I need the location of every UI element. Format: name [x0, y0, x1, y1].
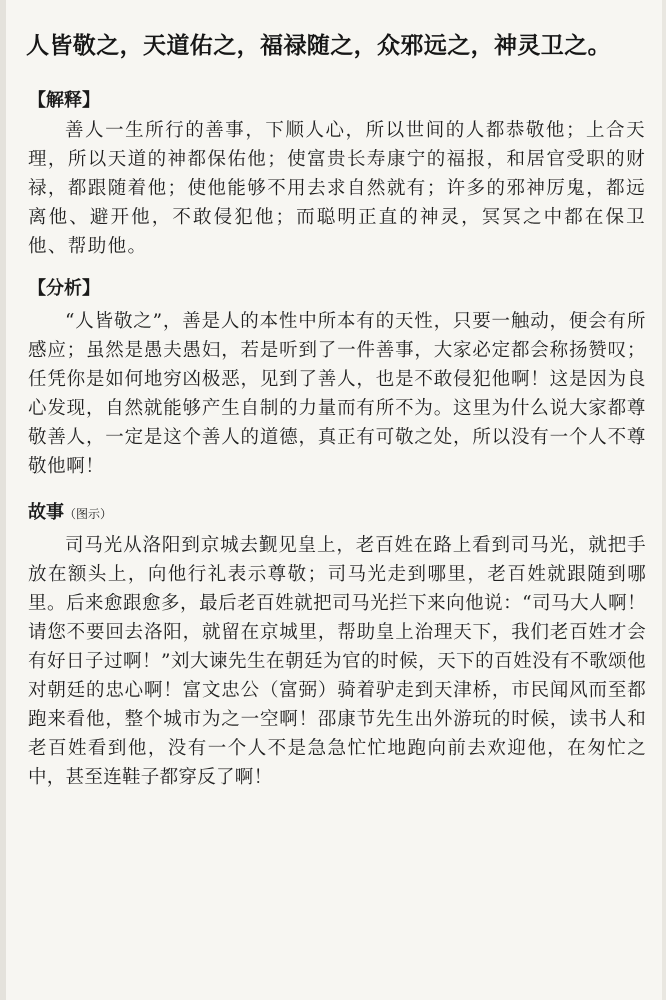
story-paragraph: 司马光从洛阳到京城去觐见皇上，老百姓在路上看到司马光，就把手放在额头上，向他行礼表示尊敬；司马光走到哪里，老百姓就跟随到哪里。后来愈跟愈多，最后老百姓就把司马光拦下来向他说：“司马大人啊！请您不要回去洛阳，就留在京城里，帮助皇上治理天下，我们老百姓才会有好日子过啊！”刘大谏先生在朝廷为官的时候，天下的百姓没有不歌颂他对朝廷的忠心啊！富文忠公（富弼）骑着驴走到天津桥，市民闻风而至都跑来看他，整个城市为之一空啊！邵康节先生出外游玩的时候，读书人和老百姓看到他，没有一个人不是急急忙忙地跑向前去欢迎他，在匆忙之中，甚至连鞋子都穿反了啊！: [28, 535, 646, 788]
page-edge-left: [0, 0, 6, 1000]
analysis-heading: 【分析】: [28, 278, 100, 299]
explanation-text: [28, 116, 646, 261]
story-heading: [28, 500, 112, 527]
story-text: [28, 531, 646, 792]
page-edge-right: [662, 0, 666, 1000]
explanation-paragraph: 善人一生所行的善事，下顺人心，所以世间的人都恭敬他；上合天理，所以天道的神都保佑他；使富贵长寿康宁的福报，和居官受职的财禄，都跟随着他；使他能够不用去求自然就有；许多的邪神厉鬼，都远离他、避开他，不敢侵犯他；而聪明正直的神灵，冥冥之中都在保卫他、帮助他。: [28, 120, 646, 257]
analysis-paragraph: “人皆敬之”，善是人的本性中所本有的天性，只要一触动，便会有所感应；虽然是愚夫愚妇，若是听到了一件善事，大家必定都会称扬赞叹；任凭你是如何地穷凶极恶，见到了善人，也是不敢侵犯他啊！这是因为良心发现，自然就能够产生自制的力量而有所不为。这里为什么说大家都尊敬善人，一定是这个善人的道德，真正有可敬之处，所以没有一个人不尊敬他啊！: [28, 311, 646, 477]
story-heading-label: 故事: [28, 502, 64, 523]
explanation-heading: 【解释】: [28, 90, 100, 111]
analysis-text: [28, 307, 646, 481]
page-title: 人皆敬之，天道佑之，福禄随之，众邪远之，神灵卫之。: [26, 33, 611, 59]
story-heading-note: （图示）: [64, 507, 113, 521]
